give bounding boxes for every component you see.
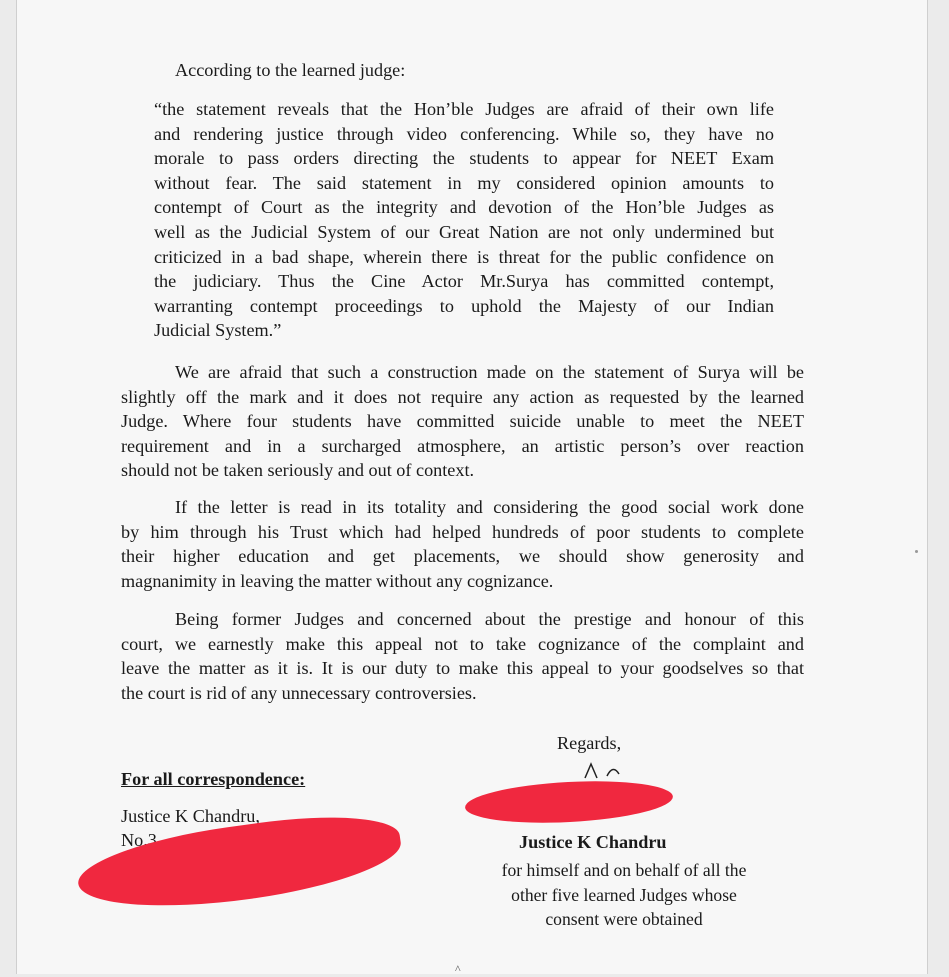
paragraph-line: We are afraid that such a construction made on the statement of Surya will be <box>175 362 804 382</box>
paragraph-line: their higher education and get placements, we should show generosity and <box>121 546 804 567</box>
signer-desc-line: consent were obtained <box>545 909 703 930</box>
signer-desc-line: other five learned Judges whose <box>511 884 737 905</box>
correspondence-address: No.3 <box>121 830 157 850</box>
paragraph-1 <box>121 360 804 483</box>
paragraph-line: the court is rid of any unnecessary controversies. <box>121 682 477 703</box>
paragraph-line: should not be taken seriously and out of context. <box>121 460 475 481</box>
intro-line: According to the learned judge: <box>175 60 406 80</box>
regards-closing: Regards, <box>557 733 622 753</box>
document-page <box>16 0 928 974</box>
paragraph-3 <box>121 607 804 705</box>
quote-line: warranting contempt proceedings to uphold the Majesty of our Indian <box>154 295 774 316</box>
signer-name: Justice K Chandru <box>519 832 667 852</box>
quote-line: criticized in a bad shape, wherein there is threat for the public confidence on <box>154 246 774 267</box>
quote-block <box>154 97 774 343</box>
paragraph-line: leave the matter as it is. It is our duty to make this appeal to your goodselves so that <box>121 658 804 679</box>
signature-redaction <box>464 777 674 828</box>
paragraph-line: slightly off the mark and it does not require any action as requested by the learned <box>121 386 804 407</box>
paragraph-2 <box>121 495 804 593</box>
paragraph-line: requirement and in a surcharged atmosphere, an artistic person’s over reaction <box>121 435 804 456</box>
quote-line: the judiciary. Thus the Cine Actor Mr.Surya has committed contempt, <box>154 271 774 292</box>
quote-line: and rendering justice through video conferencing. While so, they have no <box>154 123 774 144</box>
signer-desc-line: for himself and on behalf of all the <box>501 860 747 880</box>
quote-line: contempt of Court as the integrity and devotion of the Hon’ble Judges as <box>154 197 774 218</box>
paragraph-line: Judge. Where four students have committed suicide unable to meet the NEET <box>121 411 804 432</box>
paragraph-line: magnanimity in leaving the matter without any cognizance. <box>121 570 554 591</box>
correspondence-heading: For all correspondence: <box>121 769 306 789</box>
quote-line: well as the Judicial System of our Great Nation are not only undermined but <box>154 221 774 242</box>
paragraph-line: court, we earnestly make this appeal not to take cognizance of the complaint and <box>121 633 804 654</box>
quote-line: morale to pass orders directing the students to appear for NEET Exam <box>154 148 774 169</box>
quote-line: without fear. The said statement in my considered opinion amounts to <box>154 172 774 193</box>
paragraph-line: Being former Judges and concerned about the prestige and honour of this <box>175 609 804 629</box>
signer-description <box>479 858 769 932</box>
scan-speck <box>915 550 918 553</box>
paragraph-line: If the letter is read in its totality and considering the good social work done <box>175 497 804 517</box>
correspondence-name: Justice K Chandru, <box>121 806 260 826</box>
quote-line: Judicial System.” <box>154 320 282 341</box>
paragraph-line: by him through his Trust which had helped hundreds of poor students to complete <box>121 521 804 542</box>
quote-line: “the statement reveals that the Hon’ble Judges are afraid of their own life <box>154 99 774 119</box>
signature-mark <box>577 760 647 780</box>
page-marker: ^ <box>455 962 461 976</box>
